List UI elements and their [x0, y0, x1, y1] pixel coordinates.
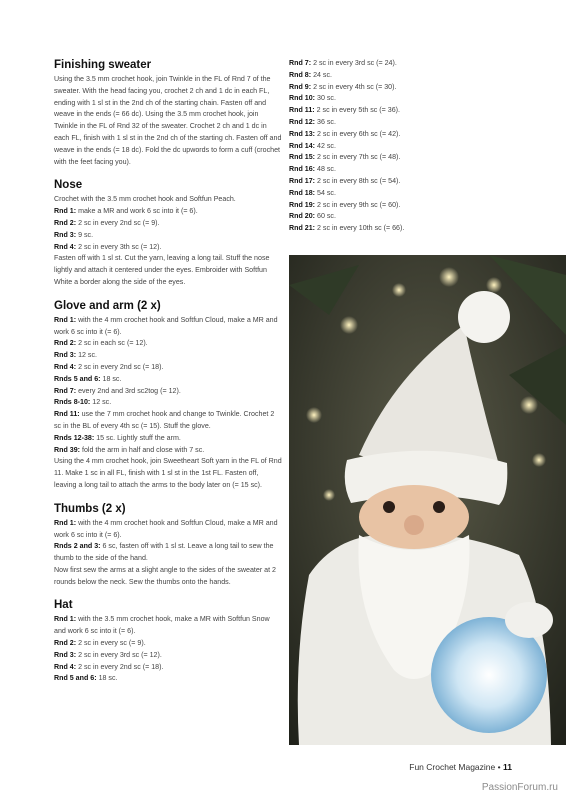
round-line: Rnd 21: 2 sc in every 10th sc (= 66).	[289, 224, 405, 233]
section-title: Thumbs (2 x)	[54, 502, 126, 515]
round-line: Rnd 12: 36 sc.	[289, 117, 336, 126]
round-line: Rnds 8-10: 12 sc.	[54, 398, 112, 407]
round-line: Rnd 16: 48 sc.	[289, 165, 336, 174]
round-line: Rnd 10: 30 sc.	[289, 94, 336, 103]
round-line: Rnd 7: 2 sc in every 3rd sc (= 24).	[289, 59, 397, 67]
gnome-illustration	[289, 255, 566, 745]
round-line: Rnd 39: fold the arm in half and close with 7 sc.	[54, 445, 205, 454]
finishing-sweater-section	[54, 58, 282, 168]
round-line: Rnd 3: 2 sc in every 3rd sc (= 12).	[54, 650, 162, 659]
gnome-photo	[289, 255, 566, 745]
round-line: Rnd 2: 2 sc in each sc (= 12).	[54, 339, 148, 348]
round-line: Rnds 2 and 3: 6 sc, fasten off with 1 sl st. Leave a long tail to sew the thumb to the side of the hand.	[54, 542, 274, 563]
round-line: Rnd 8: 24 sc.	[289, 70, 332, 79]
section-title: Hat	[54, 599, 73, 612]
page-footer	[409, 762, 512, 772]
round-line: Rnd 5 and 6: 18 sc.	[54, 674, 118, 683]
round-line: Rnd 15: 2 sc in every 7th sc (= 48).	[289, 153, 401, 162]
round-line: Rnd 4: 2 sc in every 3th sc (= 12).	[54, 242, 162, 251]
left-column	[54, 58, 282, 695]
round-line: Rnd 20: 60 sc.	[289, 212, 336, 221]
round-line: Rnd 1: with the 3.5 mm crochet hook, make a MR with Softfun Snow and work 6 sc into it (= 6).	[54, 615, 270, 636]
footer-bullet: •	[497, 762, 501, 772]
nose-section	[54, 178, 282, 288]
right-column	[289, 58, 519, 235]
round-line: Rnd 1: with the 4 mm crochet hook and Softfun Cloud, make a MR and work 6 sc into it (= 6).	[54, 518, 278, 539]
glove-outro: Using the 4 mm crochet hook, join Sweetheart Soft yarn in the FL of Rnd 11. Make 1 sc in all FL, finish with 1 sl st in the 1st FL. Fasten off, leaving a long tail to attach the arms to the body later on (= 15 sc).	[54, 457, 282, 489]
round-line: Rnd 17: 2 sc in every 8th sc (= 54).	[289, 176, 401, 185]
round-line: Rnd 7: every 2nd and 3rd sc2tog (= 12).	[54, 386, 181, 395]
round-line: Rnd 3: 12 sc.	[54, 351, 97, 360]
round-line: Rnd 9: 2 sc in every 4th sc (= 30).	[289, 82, 397, 91]
page-number: 11	[503, 762, 512, 772]
round-line: Rnd 13: 2 sc in every 6th sc (= 42).	[289, 129, 401, 138]
nose-outro: Fasten off with 1 sl st. Cut the yarn, leaving a long tail. Stuff the nose lightly and attach it centered under the eyes. Embroider with Softfun White a border along the side of the eyes.	[54, 254, 270, 286]
round-line: Rnds 5 and 6: 18 sc.	[54, 374, 122, 383]
glove-arm-section	[54, 299, 282, 492]
thumbs-outro: Now first sew the arms at a slight angle to the sides of the sweater at 2 rounds below the neck. Sew the thumbs onto the hands.	[54, 565, 276, 586]
round-line: Rnd 11: use the 7 mm crochet hook and change to Twinkle. Crochet 2 sc in the BL of every 4th sc (= 15). Stuff the glove.	[54, 410, 275, 430]
nose-intro: Crochet with the 3.5 mm crochet hook and Softfun Peach.	[54, 195, 236, 204]
round-line: Rnd 11: 2 sc in every 5th sc (= 36).	[289, 106, 400, 115]
section-title: Glove and arm (2 x)	[54, 299, 161, 312]
round-line: Rnd 14: 42 sc.	[289, 141, 336, 150]
round-line: Rnd 1: make a MR and work 6 sc into it (= 6).	[54, 207, 198, 216]
round-line: Rnd 4: 2 sc in every 2nd sc (= 18).	[54, 362, 164, 371]
round-line: Rnds 12-38: 15 sc. Lightly stuff the arm.	[54, 433, 181, 442]
round-line: Rnd 18: 54 sc.	[289, 188, 336, 197]
round-line: Rnd 4: 2 sc in every 2nd sc (= 18).	[54, 662, 164, 671]
round-line: Rnd 19: 2 sc in every 9th sc (= 60).	[289, 200, 401, 209]
thumbs-section	[54, 502, 282, 589]
hat-section	[54, 598, 282, 685]
round-line: Rnd 3: 9 sc.	[54, 230, 94, 239]
magazine-name: Fun Crochet Magazine	[409, 762, 496, 772]
section-title: Nose	[54, 179, 83, 192]
round-line: Rnd 2: 2 sc in every sc (= 9).	[54, 639, 146, 648]
section-title: Finishing sweater	[54, 59, 152, 71]
finishing-text: Using the 3.5 mm crochet hook, join Twinkle in the FL of Rnd 7 of the sweater. With the head facing you, crochet 2 ch and 1 dc in each FL, ending with 1 sl st in the 2nd ch of the starting chain. Fasten off and weave in the ends (= 66 dc). Using the 3.5 mm crochet hook, join Twinkle in the FL of Rnd 32 of the sweater. Crochet 2 ch and 1 dc in each FL, finish with 1 sl st in the 2nd ch of the starting ch. Fasten off and weave in the ends (= 18 dc). Fold the dc upwords to form a cuff (crochet with the feet facing you).	[54, 75, 282, 166]
watermark: PassionForum.ru	[481, 782, 558, 793]
round-line: Rnd 2: 2 sc in every 2nd sc (= 9).	[54, 218, 160, 227]
round-line: Rnd 1: with the 4 mm crochet hook and Softfun Cloud, make a MR and work 6 sc into it (= 6).	[54, 315, 278, 336]
